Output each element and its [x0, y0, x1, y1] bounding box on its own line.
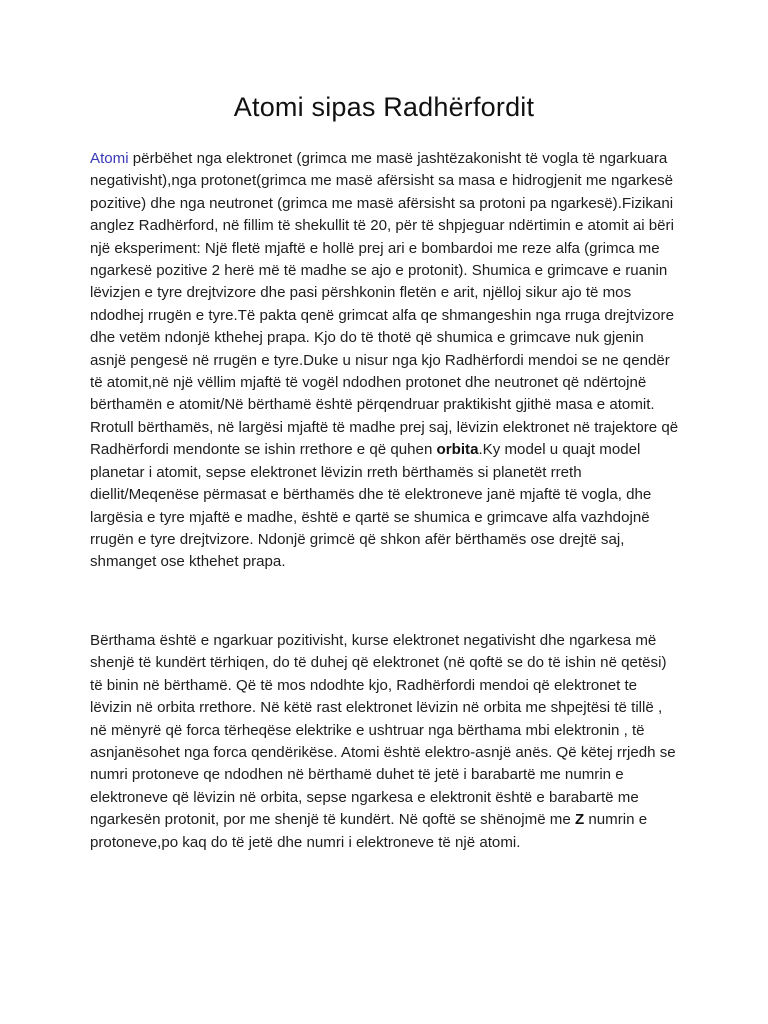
atomi-link[interactable]: Atomi	[90, 150, 129, 167]
paragraph-text: numrin e protoneve,po kaq do të jetë dhe numri i elektroneve të një atomi.	[90, 811, 648, 851]
paragraph-text: përbëhet nga elektronet (grimca me masë jashtëzakonisht të vogla të ngarkuara negativisht),nga protonet(grimca me masë afërsisht sa masa e hidrogjenit me ngarkesë pozitive) dhe nga neutronet (grimca me masë afërsisht sa protoni pa ngarkesë).Fizikani anglez Radhërford, në fillim të shekullit të 20, për të shpjeguar ndërtimin e atomit ai bëri një eksperiment: Një fletë mjaftë e hollë prej ari e bombardoi me reze alfa (grimca me ngarkesë pozitive 2 herë më të madhe se ajo e protonit). Shumica e grimcave e ruanin lëvizjen e tyre drejtvizore dhe pasi përshkonin fletën e arit, njëlloj sikur ajo të mos ndodhej rrugën e tyre.Të pakta qenë grimcat alfa qe shmangeshin nga rruga drejtvizore dhe vetëm ndonjë kthehej prapa. Kjo do të thotë që shumica e grimcave nuk gjenin asnjë pengesë në rrugën e tyre.Duke u nisur nga kjo Radhërfordi mendoi se ne qendër të atomit,në një vëllim mjaftë të vogël ndodhen protonet dhe neutronet që ndërtojnë bërthamën e atomit/Në bërthamë është përqendruar praktikisht gjithë masa e atomit. Rrotull bërthamës, në largësi mjaftë të madhe prej saj, lëvizin elektronet në trajektore që Radhërfordi mendonte se ishin rrethore e që quhen	[90, 150, 679, 459]
paragraph-nucleus-charge	[90, 630, 682, 854]
bold-term-orbita: orbita	[436, 441, 479, 459]
paragraph-text: .Ky model u quajt model planetar i atomit, sepse elektronet lëvizin rreth bërthamës si planetët rreth diellit/Meqenëse përmasat e bërthamës dhe të elektroneve janë mjaftë të vogla, dhe largësia e tyre mjaftë e madhe, është e qartë se shumica e grimcave alfa vazhdojnë rrugën e tyre drejtvizore. Ndonjë grimcë që shkon afër bërthamës ose drejtë saj, shmanget ose kthehet prapa.	[90, 441, 652, 571]
paragraph-text: Bërthama është e ngarkuar pozitivisht, kurse elektronet negativisht dhe ngarkesa më shenjë të kundërt tërhiqen, do të duhej që elektronet (në qoftë se do të ishin në qetësi) të binin në bërthamë. Që të mos ndodhte kjo, Radhërfordi mendoi që elektronet te lëvizin në orbita rrethore. Në këtë rast elektronet lëvizin në orbita me shpejtësi të tillë , në mënyrë që forca tërheqëse elektrike e ushtruar nga bërthama mbi elektronin , të asnjanësohet nga forca qendërikëse. Atomi është elektro-asnjë anës. Që këtej rrjedh se numri protoneve qe ndodhen në bërthamë duhet të jetë i barabartë me numrin e elektroneve që lëvizin në orbita, sepse ngarkesa e elektronit është e barabartë me ngarkesën protonit, por me shenjë të kundërt. Në qoftë se shënojmë me	[90, 632, 676, 829]
page-title: Atomi sipas Radhërfordit	[233, 92, 535, 122]
bold-symbol-z: Z	[574, 811, 585, 829]
paragraph-rutherford-experiment	[90, 148, 682, 574]
